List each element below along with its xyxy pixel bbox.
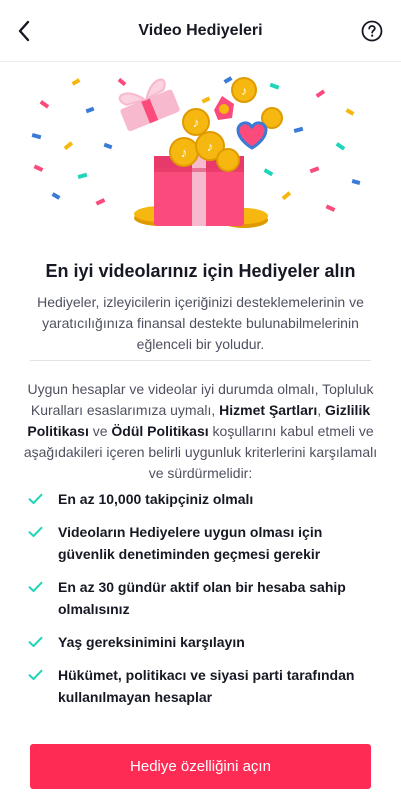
coin-icon [183, 109, 209, 135]
headline: En iyi videolarınız için Hediyeler alın [45, 261, 356, 281]
check-icon [28, 521, 46, 542]
badge-icon [214, 96, 234, 120]
divider [30, 360, 371, 361]
check-icon [28, 631, 46, 652]
criteria-text: Videoların Hediyelere uygun olması için güvenlik denetiminden geçmesi gerekir [58, 524, 323, 562]
check-icon [28, 664, 46, 685]
help-button[interactable] [361, 20, 383, 42]
back-button[interactable] [12, 18, 36, 44]
enable-gifts-button[interactable]: Hediye özelliğini açın [30, 744, 371, 789]
requirements-text [22, 379, 379, 484]
requirements-separator: , [317, 402, 325, 418]
list-item [28, 664, 381, 708]
list-item [28, 521, 381, 565]
privacy-policy-link[interactable]: Gizlilik Politikası [27, 402, 371, 439]
heart-icon [238, 123, 266, 148]
svg-text:♪: ♪ [241, 84, 247, 98]
list-item [28, 576, 381, 620]
question-circle-icon [361, 20, 383, 42]
page-title: Video Hediyeleri [138, 22, 263, 39]
eligibility-criteria-list [28, 488, 381, 719]
requirements-text-part: Uygun hesaplar ve videolar iyi durumda olmalı, Topluluk Kuralları esaslarımıza uymalı, [27, 381, 374, 418]
criteria-text: En az 10,000 takipçiniz olmalı [58, 491, 254, 507]
criteria-text: Hükümet, politikacı ve siyasi parti tarafından kullanılmayan hesaplar [58, 667, 355, 705]
svg-text:♪: ♪ [192, 115, 200, 130]
coin-icon [170, 138, 198, 166]
reward-policy-link[interactable]: Ödül Politikası [111, 423, 209, 439]
coin-icon [232, 78, 256, 102]
terms-of-service-link[interactable]: Hizmet Şartları [219, 402, 318, 418]
list-item [28, 488, 381, 510]
chevron-left-icon [17, 20, 31, 42]
requirements-text-part: koşullarını kabul etmeli ve aşağıdakileri içeren belirli uygunluk kriterlerini karşılamalı ve sürdürmelidir: [23, 423, 378, 481]
criteria-text: En az 30 gündür aktif olan bir hesaba sahip olmalısınız [58, 579, 346, 617]
gift-illustration [26, 70, 376, 240]
requirements-conjunction: ve [88, 423, 112, 439]
check-icon [28, 576, 46, 597]
svg-text:♪: ♪ [206, 139, 214, 154]
top-navigation-bar [0, 0, 401, 62]
criteria-text: Yaş gereksinimini karşılayın [58, 634, 245, 650]
svg-text:♪: ♪ [180, 145, 188, 160]
list-item [28, 631, 381, 653]
coin-icon [217, 149, 239, 171]
intro-text: Hediyeler, izleyicilerin içeriğinizi desteklemelerinin ve yaratıcılığınıza finansal destekte bulunabilmelerinin eğlenceli bir yoludur. [37, 294, 364, 352]
check-icon [28, 488, 46, 509]
